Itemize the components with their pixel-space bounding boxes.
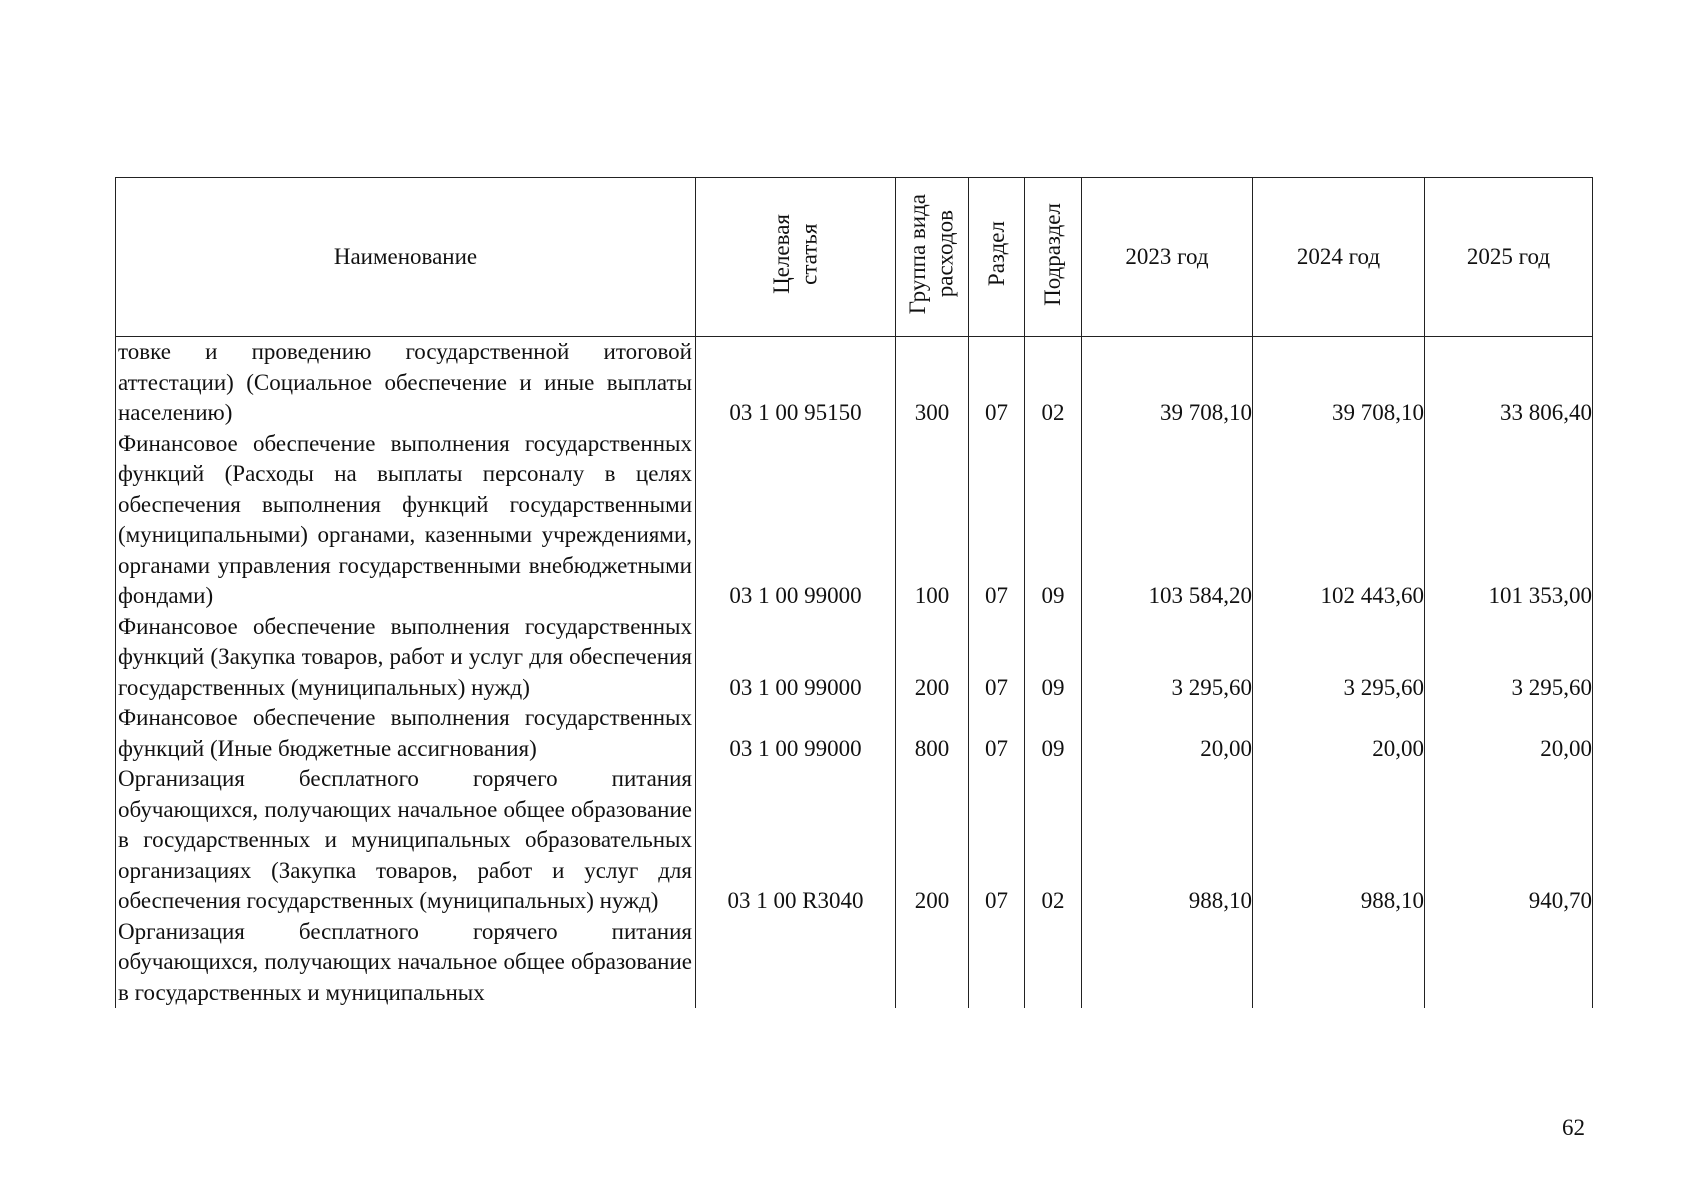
cell-y2023 <box>1082 917 1253 1009</box>
cell-name: Организация бесплатного горячего питания обучающихся, получающих начальное общее образование в государственных и муниципальных <box>116 917 696 1009</box>
header-subsection: Подраздел <box>1025 178 1082 337</box>
table-row <box>116 703 1593 764</box>
cell-y2025: 3 295,60 <box>1425 612 1593 704</box>
cell-subsection: 09 <box>1025 703 1082 764</box>
header-target: Целевая статья <box>696 178 896 337</box>
cell-y2025: 20,00 <box>1425 703 1593 764</box>
cell-target: 03 1 00 99000 <box>696 612 896 704</box>
header-section: Раздел <box>969 178 1025 337</box>
table-row <box>116 337 1593 429</box>
cell-subsection: 09 <box>1025 429 1082 612</box>
cell-group: 800 <box>896 703 969 764</box>
cell-section: 07 <box>969 429 1025 612</box>
cell-subsection <box>1025 917 1082 1009</box>
cell-group <box>896 917 969 1009</box>
table-row <box>116 429 1593 612</box>
cell-y2023: 20,00 <box>1082 703 1253 764</box>
page-number: 62 <box>1562 1115 1585 1140</box>
cell-section: 07 <box>969 703 1025 764</box>
cell-y2023: 103 584,20 <box>1082 429 1253 612</box>
cell-section: 07 <box>969 764 1025 917</box>
budget-table <box>115 177 1593 1008</box>
cell-subsection: 02 <box>1025 764 1082 917</box>
cell-target: 03 1 00 95150 <box>696 337 896 429</box>
cell-y2023: 39 708,10 <box>1082 337 1253 429</box>
cell-section: 07 <box>969 612 1025 704</box>
cell-y2023: 3 295,60 <box>1082 612 1253 704</box>
cell-y2023: 988,10 <box>1082 764 1253 917</box>
cell-y2024: 20,00 <box>1253 703 1425 764</box>
cell-section <box>969 917 1025 1009</box>
cell-name: Финансовое обеспечение выполнения государственных функций (Иные бюджетные ассигнования) <box>116 703 696 764</box>
header-2024: 2024 год <box>1253 178 1425 337</box>
header-group: Группа вида расходов <box>896 178 969 337</box>
table-row <box>116 917 1593 1009</box>
cell-target: 03 1 00 99000 <box>696 429 896 612</box>
cell-y2024: 988,10 <box>1253 764 1425 917</box>
header-2025: 2025 год <box>1425 178 1593 337</box>
cell-y2025: 33 806,40 <box>1425 337 1593 429</box>
cell-group: 100 <box>896 429 969 612</box>
cell-group: 200 <box>896 764 969 917</box>
header-name: Наименование <box>116 178 696 337</box>
cell-subsection: 09 <box>1025 612 1082 704</box>
cell-target: 03 1 00 R3040 <box>696 764 896 917</box>
cell-target: 03 1 00 99000 <box>696 703 896 764</box>
cell-y2024 <box>1253 917 1425 1009</box>
cell-name: Организация бесплатного горячего питания обучающихся, получающих начальное общее образование в государственных и муниципальных образовательных организациях (Закупка товаров, работ и услуг для обеспечения государственных (муниципальных) нужд) <box>116 764 696 917</box>
cell-y2024: 102 443,60 <box>1253 429 1425 612</box>
cell-y2024: 39 708,10 <box>1253 337 1425 429</box>
cell-section: 07 <box>969 337 1025 429</box>
cell-y2024: 3 295,60 <box>1253 612 1425 704</box>
table-body <box>116 337 1593 1009</box>
table-header <box>116 178 1593 337</box>
cell-target <box>696 917 896 1009</box>
cell-group: 200 <box>896 612 969 704</box>
cell-group: 300 <box>896 337 969 429</box>
cell-y2025: 101 353,00 <box>1425 429 1593 612</box>
cell-subsection: 02 <box>1025 337 1082 429</box>
cell-name: Финансовое обеспечение выполнения государственных функций (Закупка товаров, работ и услуг для обеспечения государственных (муниципальных) нужд) <box>116 612 696 704</box>
cell-name: Финансовое обеспечение выполнения государственных функций (Расходы на выплаты персоналу в целях обеспечения выполнения функций государственными (муниципальными) органами, казенными учреждениями, органами управления государственными внебюджетными фондами) <box>116 429 696 612</box>
cell-y2025: 940,70 <box>1425 764 1593 917</box>
cell-name: товке и проведению государственной итоговой аттестации) (Социальное обеспечение и иные выплаты населению) <box>116 337 696 429</box>
table-row <box>116 764 1593 917</box>
table-row <box>116 612 1593 704</box>
header-2023: 2023 год <box>1082 178 1253 337</box>
cell-y2025 <box>1425 917 1593 1009</box>
